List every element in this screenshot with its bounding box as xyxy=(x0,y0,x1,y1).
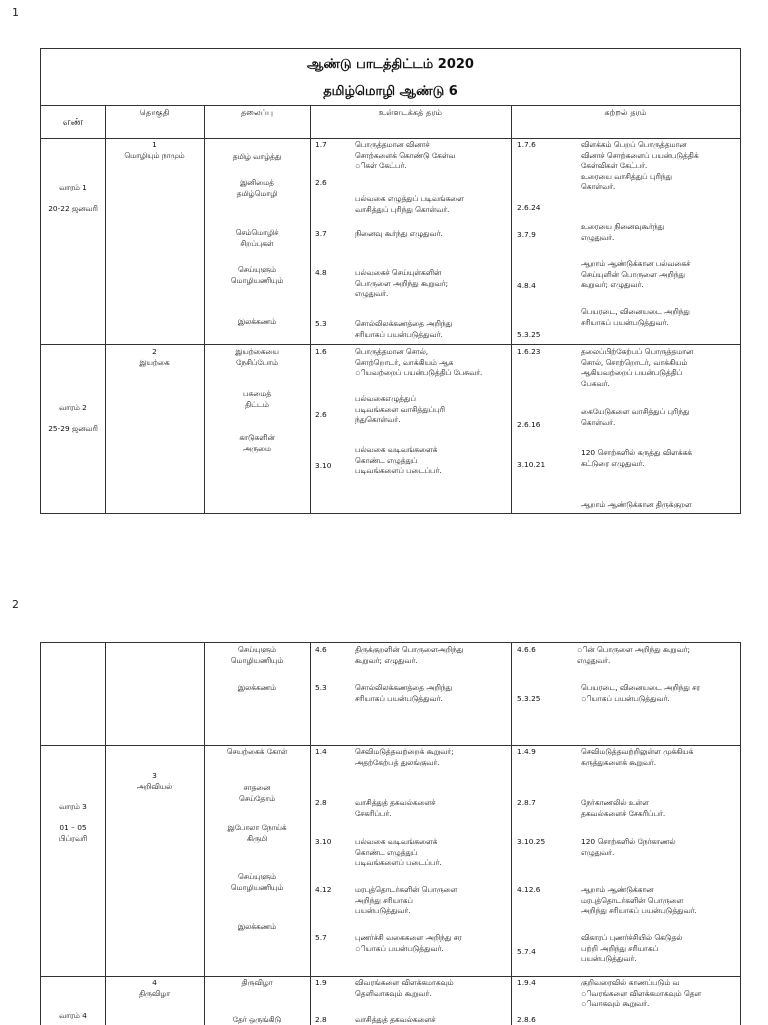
learning-standard-code: 1.6.23 xyxy=(517,347,541,356)
content-standard-code: 4.8 xyxy=(315,268,327,277)
learning-standard-code: 2.8.7 xyxy=(517,798,536,807)
topic: இயற்கையை நேசிப்போம் xyxy=(235,347,279,367)
content-standard-code: 2.8 xyxy=(315,1015,327,1024)
content-standard-code: 5.3 xyxy=(315,319,327,328)
learning-standard-code: 2.8.6 xyxy=(517,1015,536,1024)
content-standard-text: பல்வகை எழுத்துப் படிவங்களை வாசித்துப் புரிந்து கொள்வர். xyxy=(355,194,464,214)
content-standard-text: பொருத்தமான சொல், சொற்றொடர், வாக்கியம் ஆக ியவற்றைப் பயன்படுத்திப் பேசுவர். xyxy=(355,347,483,378)
topic: தமிழ் வாழ்த்து xyxy=(232,152,282,161)
header-topic: தலைப்பு xyxy=(240,107,274,117)
learning-standard-code: 1.4.9 xyxy=(517,747,536,756)
content-standard-text: பல்வகை வடிவங்களைக் கொண்ட எழுத்துப் படிவங்களைப் படைப்பர். xyxy=(355,837,442,868)
unit-cell: 3 அறிவியல் xyxy=(136,771,173,791)
document-title: ஆண்டு பாடத்திட்டம் 2020 xyxy=(307,57,474,72)
page-1-table xyxy=(40,48,741,514)
column-divider xyxy=(511,643,512,1025)
content-standard-text: பல்வகைச் செய்யுள்களின் பொருளை அறிந்து கூறுவர்; எழுதுவர். xyxy=(355,268,449,299)
content-standard-text: பொருத்தமான வினாச் சொற்களைக் கொண்டு கேள்வ ிகள் கேட்பர். xyxy=(355,140,456,171)
learning-standard-text: கையேடுகளை வாசித்துப் புரிந்து கொள்வர். xyxy=(581,407,690,427)
learning-standard-code: 4.8.4 xyxy=(517,281,536,290)
content-standard-code: 2.6 xyxy=(315,410,327,419)
learning-standard-text: விகாரப் புணர்ச்சியில் கெடுதல் பற்றி அறிந்து சரியாகப் பயன்படுத்துவர். xyxy=(581,933,683,964)
content-standard-code: 3.7 xyxy=(315,229,327,238)
column-divider xyxy=(105,105,106,513)
page-number: 2 xyxy=(12,598,19,611)
learning-standard-code: 2.6.16 xyxy=(517,420,541,429)
learning-standard-code: 4.12.6 xyxy=(517,885,541,894)
learning-standard-code: 1.7.6 xyxy=(517,140,536,149)
content-standard-code: 1.9 xyxy=(315,978,327,987)
content-standard-text: பல்வகை வடிவங்களைக் கொண்ட எழுத்துப் படிவங்களைப் படைப்பர். xyxy=(355,445,442,476)
learning-standard-code: 1.9.4 xyxy=(517,978,536,987)
learning-standard-code: 5.3.25 xyxy=(517,694,541,703)
content-standard-text: செவிமடுத்தவற்றைக் கூறுவர்; அதற்கேற்பத் துலங்குவர். xyxy=(355,747,454,767)
column-divider xyxy=(310,105,311,513)
learning-standard-text: பெயரடை, வினையடை அறிந்து சர ியாகப் பயன்படுத்துவர். xyxy=(581,683,701,703)
learning-standard-text: விளக்கம் பெறப் பொருத்தமான வினாச் சொற்களைப் பயன்படுத்திக் கேள்விகள் கேட்பர். உரையை வாசித்துப் புரிந்து கொள்வர். xyxy=(581,140,699,192)
learning-standard-text: குறிவரைவில் காணப்படும் வ ிவரங்களை விளக்கமாகவும் தெள ிவாகவும் கூறுவர். xyxy=(581,978,702,1009)
learning-standard-text: 120 சொற்களில் நேர்காணல் எழுதுவர். xyxy=(581,837,676,857)
topic: தேர் ஒருங்கிடு xyxy=(232,1015,282,1024)
learning-standard-code: 3.10.21 xyxy=(517,460,546,469)
topic: இலக்கணம் xyxy=(237,922,277,931)
content-standard-text: விவரங்களை விளக்கமாகவும் தெளிவாகவும் கூறுவர். xyxy=(355,978,454,998)
page-2-table xyxy=(40,642,741,1025)
column-divider xyxy=(310,643,311,1025)
content-standard-code: 1.7 xyxy=(315,140,327,149)
week-cell: வாரம் 3 01 – 05 பிப்ரவரி xyxy=(58,802,88,843)
topic: செயற்கைக் கோள் xyxy=(226,747,288,756)
learning-standard-text: செவிமடுத்தவற்றிலுள்ள முக்கியக் கருத்துகளைக் கூறுவர். xyxy=(581,747,694,767)
content-standard-code: 3.10 xyxy=(315,461,332,470)
learning-standard-text: தலைப்பிற்கேற்பப் பொருத்தமான சொல், சொற்றொடர், வாக்கியம் ஆகியவற்றைப் பயன்படுத்திப் பேசுவர். xyxy=(581,347,694,388)
table-divider xyxy=(41,344,740,345)
unit-cell: 1 மொழியும் நாமும் xyxy=(124,140,185,160)
topic: செய்யுளும் மொழியணியும் xyxy=(230,872,284,892)
content-standard-text: புணர்ச்சி வகைகளை அறிந்து சர ியாகப் பயன்படுத்துவர். xyxy=(355,933,462,953)
content-standard-code: 3.10 xyxy=(315,837,332,846)
topic: காடுகளின் அருமை xyxy=(239,433,275,453)
content-standard-text: சொல்லிலக்கணத்தை அறிந்து சரியாகப் பயன்படுத்துவர். xyxy=(355,683,453,703)
week-cell: வாரம் 2 25-29 ஜனவரி xyxy=(48,403,98,434)
document-subtitle: தமிழ்மொழி ஆண்டு 6 xyxy=(323,84,458,99)
header-content-standard: உள்ளடக்கத் தரம் xyxy=(378,107,443,117)
topic: திருவிழா xyxy=(241,978,273,987)
header-learning-standard: கற்றல் தரம் xyxy=(604,107,647,117)
table-divider xyxy=(41,745,740,746)
week-cell: வாரம் 4 xyxy=(59,1011,87,1020)
topic: சாதனை செய்தோம் xyxy=(238,783,276,803)
header-unit: தொகுதி xyxy=(139,107,170,117)
topic: இலக்கணம் xyxy=(237,317,277,326)
content-standard-text: வாசித்துத் தகவல்களைச் சேகரிப்பர். xyxy=(355,798,436,818)
learning-standard-text: ஆறாம் ஆண்டுக்கான திருக்குறள xyxy=(581,500,692,509)
learning-standard-text: உரையை நினைவுகூர்ந்து எழுதுவர். xyxy=(581,222,664,242)
topic: இபோலா நோய்க் கிருமி xyxy=(227,823,287,843)
table-divider xyxy=(41,138,740,139)
column-divider xyxy=(511,105,512,513)
learning-standard-code: 4.6.6 xyxy=(517,645,536,654)
table-divider xyxy=(41,105,740,106)
content-standard-code: 2.6 xyxy=(315,178,327,187)
learning-standard-text: ஆறாம் ஆண்டுக்கான மரபுத்தொடர்களின் பொருளை அறிந்து சரியாகப் பயன்படுத்துவர். xyxy=(581,885,697,916)
learning-standard-text: நேர்காணலில் உள்ள தகவல்களைச் சேகரிப்பர். xyxy=(581,798,666,818)
week-cell: வாரம் 1 20-22 ஜனவரி xyxy=(48,183,98,214)
content-standard-code: 5.7 xyxy=(315,933,327,942)
content-standard-code: 4.12 xyxy=(315,885,332,894)
learning-standard-code: 5.3.25 xyxy=(517,330,541,339)
content-standard-code: 5.3 xyxy=(315,683,327,692)
content-standard-text: திருக்குறளின் பொருளைஅறிந்து கூறுவர்; எழுதுவர். xyxy=(355,645,464,665)
topic: செம்மொழிச் சிறப்புகள் xyxy=(235,228,279,248)
learning-standard-code: 2.6.24 xyxy=(517,203,541,212)
topic: செய்யுளும் மொழியணியும் xyxy=(230,265,284,285)
content-standard-code: 2.8 xyxy=(315,798,327,807)
content-standard-text: சொல்லிலக்கணத்தை அறிந்து சரியாகப் பயன்படுத்துவர். xyxy=(355,319,453,339)
table-divider xyxy=(41,976,740,977)
topic: செய்யுளும் மொழியணியும் xyxy=(230,645,284,665)
content-standard-code: 4.6 xyxy=(315,645,327,654)
content-standard-code: 1.4 xyxy=(315,747,327,756)
content-standard-code: 1.6 xyxy=(315,347,327,356)
header-number: எண் xyxy=(62,117,84,128)
unit-cell: 2 இயற்கை xyxy=(139,347,170,367)
column-divider xyxy=(105,643,106,1025)
page-number: 1 xyxy=(12,6,19,19)
learning-standard-code: 3.10.25 xyxy=(517,837,546,846)
learning-standard-text: 120 சொற்களில் கருத்து விளக்கக் கட்டுரை எழுதுவர். xyxy=(581,448,692,468)
content-standard-text: வாசித்துத் தகவல்களைச் xyxy=(355,1015,436,1024)
learning-standard-text: பெயரடை, வினையடை அறிந்து சரியாகப் பயன்படுத்துவர். xyxy=(581,307,690,327)
topic: இனிமைத் தமிழ்மொழி xyxy=(236,178,278,198)
content-standard-text: மரபுத்தொடர்களின் பொருளை அறிந்து சரியாகப் பயன்படுத்துவர். xyxy=(355,885,458,916)
learning-standard-code: 3.7.9 xyxy=(517,230,536,239)
learning-standard-text: ின் பொருளை அறிந்து கூறுவர்; எழுதுவர். xyxy=(577,645,690,665)
learning-standard-text: ஆறாம் ஆண்டுக்கான பல்வகைச் செய்யுளின் பொருளை அறிந்து கூறுவர்; எழுதுவர். xyxy=(581,259,691,290)
topic: பசுமைத் திட்டம் xyxy=(242,389,272,409)
topic: இலக்கணம் xyxy=(237,683,277,692)
content-standard-text: பல்வகைஎழுத்துப் படிவங்களை வாசித்துப்புரி ந்துகொள்வர். xyxy=(355,394,445,425)
learning-standard-code: 5.7.4 xyxy=(517,947,536,956)
unit-cell: 4 திருவிழா xyxy=(138,978,171,998)
content-standard-text: நினைவு கூர்ந்து எழுதுவர். xyxy=(355,229,443,238)
